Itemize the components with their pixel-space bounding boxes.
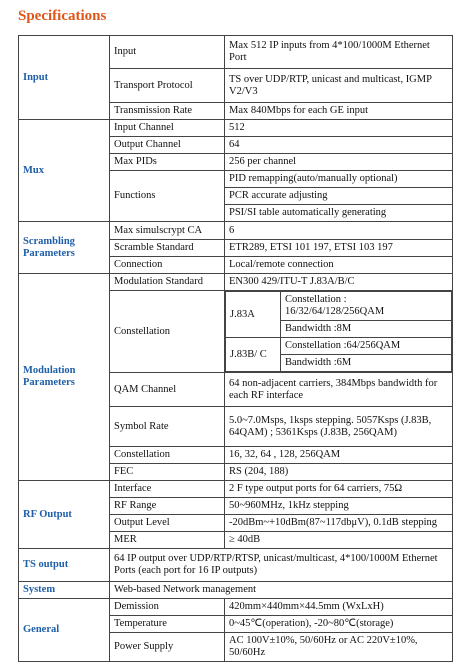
value-mer: ≥ 40dB [225, 532, 453, 549]
value-function-pcr: PCR accurate adjusting [225, 188, 453, 205]
value-function-psi-si: PSI/SI table automatically generating [225, 205, 453, 222]
param-max-simulscrypt: Max simulscrypt CA [110, 222, 225, 240]
param-constellation-group: Constellation [110, 291, 225, 373]
param-input-channel: Input Channel [110, 120, 225, 137]
value-connection: Local/remote connection [225, 257, 453, 274]
value-system: Web-based Network management [110, 582, 453, 599]
param-demission: Demission [110, 599, 225, 616]
value-transmission-rate: Max 840Mbps for each GE input [225, 103, 453, 120]
category-ts-output: TS output [19, 549, 110, 582]
category-mux: Mux [19, 120, 110, 222]
category-modulation: Modulation Parameters [19, 274, 110, 481]
param-power-supply: Power Supply [110, 633, 225, 662]
category-general: General [19, 599, 110, 662]
param-scramble-standard: Scramble Standard [110, 240, 225, 257]
value-input-channel: 512 [225, 120, 453, 137]
constellation-subtable-cell [225, 291, 453, 373]
constellation-subtable [225, 291, 452, 372]
param-interface: Interface [110, 481, 225, 498]
value-power-supply: AC 100V±10%, 50/60Hz or AC 220V±10%, 50/60Hz [225, 633, 453, 662]
param-transport-protocol: Transport Protocol [110, 69, 225, 103]
value-scramble-standard: ETR289, ETSI 101 197, ETSI 103 197 [225, 240, 453, 257]
value-max-pids: 256 per channel [225, 154, 453, 171]
category-system: System [19, 582, 110, 599]
param-modulation-standard: Modulation Standard [110, 274, 225, 291]
value-function-pid-remapping: PID remapping(auto/manually optional) [225, 171, 453, 188]
value-ts-output: 64 IP output over UDP/RTP/RTSP, unicast/multicast, 4*100/1000M Ethernet Ports (each port for 16 IP outputs) [110, 549, 453, 582]
param-mer: MER [110, 532, 225, 549]
value-input: Max 512 IP inputs from 4*100/1000M Ethernet Port [225, 36, 453, 69]
category-input: Input [19, 36, 110, 120]
value-demission: 420mm×440mm×44.5mm (WxLxH) [225, 599, 453, 616]
param-connection: Connection [110, 257, 225, 274]
category-rf-output: RF Output [19, 481, 110, 549]
category-scrambling: Scrambling Parameters [19, 222, 110, 274]
j83a-constellation: Constellation : 16/32/64/128/256QAM [281, 292, 452, 321]
j83bc-label: J.83B/ C [226, 338, 281, 372]
j83a-label: J.83A [226, 292, 281, 338]
param-temperature: Temperature [110, 616, 225, 633]
value-fec: RS (204, 188) [225, 464, 453, 481]
param-input: Input [110, 36, 225, 69]
param-qam-channel: QAM Channel [110, 373, 225, 407]
j83bc-constellation: Constellation :64/256QAM [281, 338, 452, 355]
value-symbol-rate: 5.0~7.0Msps, 1ksps stepping. 5057Ksps (J.83B, 64QAM) ; 5361Ksps (J.83B, 256QAM) [225, 407, 453, 447]
param-functions: Functions [110, 171, 225, 222]
param-transmission-rate: Transmission Rate [110, 103, 225, 120]
value-temperature: 0~45℃(operation), -20~80℃(storage) [225, 616, 453, 633]
param-constellation: Constellation [110, 447, 225, 464]
value-qam-channel: 64 non-adjacent carriers, 384Mbps bandwidth for each RF interface [225, 373, 453, 407]
param-max-pids: Max PIDs [110, 154, 225, 171]
param-fec: FEC [110, 464, 225, 481]
value-transport-protocol: TS over UDP/RTP, unicast and multicast, IGMP V2/V3 [225, 69, 453, 103]
value-constellation: 16, 32, 64 , 128, 256QAM [225, 447, 453, 464]
j83a-bandwidth: Bandwidth :8M [281, 321, 452, 338]
j83bc-bandwidth: Bandwidth :6M [281, 355, 452, 372]
param-rf-range: RF Range [110, 498, 225, 515]
param-symbol-rate: Symbol Rate [110, 407, 225, 447]
value-modulation-standard: EN300 429/ITU-T J.83A/B/C [225, 274, 453, 291]
param-output-channel: Output Channel [110, 137, 225, 154]
value-rf-range: 50~960MHz, 1kHz stepping [225, 498, 453, 515]
value-output-level: -20dBm~+10dBm(87~117dbμV), 0.1dB stepping [225, 515, 453, 532]
value-max-simulscrypt: 6 [225, 222, 453, 240]
value-output-channel: 64 [225, 137, 453, 154]
specifications-table [18, 35, 453, 662]
param-output-level: Output Level [110, 515, 225, 532]
value-interface: 2 F type output ports for 64 carriers, 75Ω [225, 481, 453, 498]
page-title: Specifications [18, 8, 107, 24]
